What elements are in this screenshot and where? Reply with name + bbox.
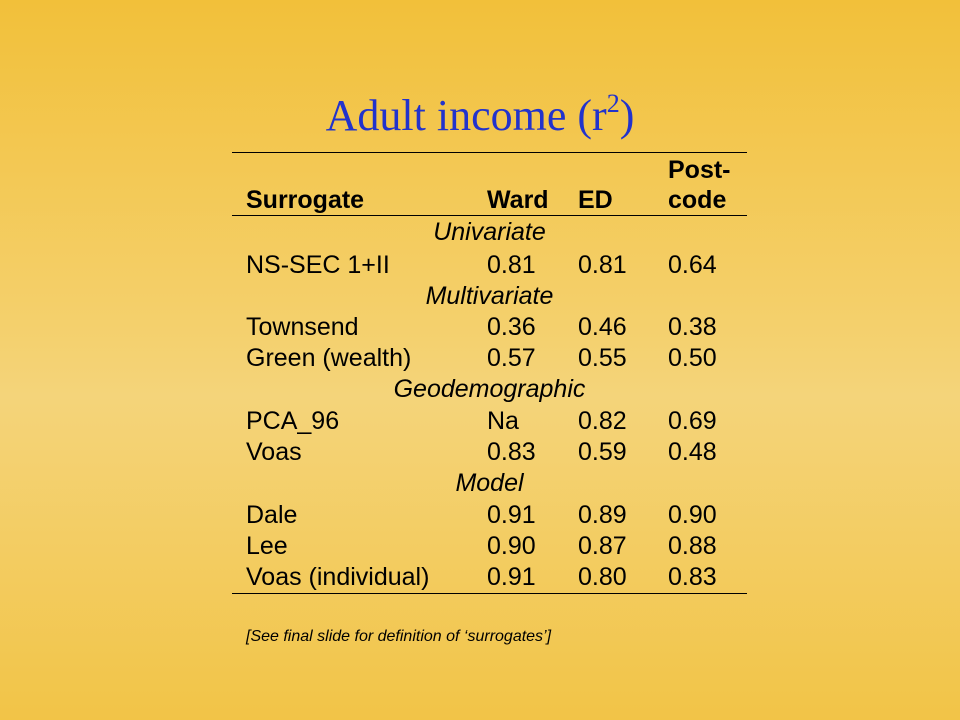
footnote: [See final slide for definition of ‘surrogates’] bbox=[246, 628, 552, 645]
section-model: Model bbox=[455, 469, 524, 497]
row-name: Townsend bbox=[246, 313, 359, 341]
row-ed: 0.55 bbox=[578, 344, 627, 372]
row-ward: 0.91 bbox=[487, 563, 536, 591]
row-name: Voas bbox=[246, 438, 302, 466]
row-postcode: 0.83 bbox=[668, 563, 717, 591]
row-name: NS-SEC 1+II bbox=[246, 251, 390, 279]
header-rule bbox=[232, 215, 747, 216]
row-ed: 0.80 bbox=[578, 563, 627, 591]
row-ed: 0.46 bbox=[578, 313, 627, 341]
table-bottom-rule bbox=[232, 593, 747, 594]
title-paren-close: ) bbox=[619, 91, 635, 140]
row-postcode: 0.88 bbox=[668, 532, 717, 560]
row-postcode: 0.48 bbox=[668, 438, 717, 466]
row-ed: 0.59 bbox=[578, 438, 627, 466]
section-geodemographic: Geodemographic bbox=[393, 375, 586, 403]
row-name: Dale bbox=[246, 501, 298, 529]
row-name: Voas (individual) bbox=[246, 563, 430, 591]
row-name: Green (wealth) bbox=[246, 344, 412, 372]
row-postcode: 0.64 bbox=[668, 251, 717, 279]
header-postcode-line1: Post- bbox=[668, 156, 731, 184]
row-ward: 0.81 bbox=[487, 251, 536, 279]
row-name: PCA_96 bbox=[246, 407, 340, 435]
row-postcode: 0.50 bbox=[668, 344, 717, 372]
row-ed: 0.87 bbox=[578, 532, 627, 560]
row-postcode: 0.38 bbox=[668, 313, 717, 341]
row-ward: 0.91 bbox=[487, 501, 536, 529]
row-postcode: 0.90 bbox=[668, 501, 717, 529]
row-ward: 0.90 bbox=[487, 532, 536, 560]
row-ed: 0.89 bbox=[578, 501, 627, 529]
title-text: Adult income bbox=[325, 91, 567, 140]
row-ward: Na bbox=[487, 407, 519, 435]
row-name: Lee bbox=[246, 532, 288, 560]
header-postcode-line2: code bbox=[668, 186, 727, 214]
header-surrogate: Surrogate bbox=[246, 186, 365, 214]
title-superscript: 2 bbox=[606, 89, 620, 118]
header-ed: ED bbox=[578, 186, 613, 214]
row-ward: 0.36 bbox=[487, 313, 536, 341]
title-paren-open: (r bbox=[577, 91, 607, 140]
table-top-rule bbox=[232, 152, 747, 153]
slide-title bbox=[0, 88, 960, 144]
row-ed: 0.82 bbox=[578, 407, 627, 435]
section-univariate: Univariate bbox=[433, 218, 546, 246]
header-ward: Ward bbox=[487, 186, 549, 214]
row-ward: 0.83 bbox=[487, 438, 536, 466]
row-postcode: 0.69 bbox=[668, 407, 717, 435]
section-multivariate: Multivariate bbox=[425, 282, 554, 310]
row-ed: 0.81 bbox=[578, 251, 627, 279]
row-ward: 0.57 bbox=[487, 344, 536, 372]
